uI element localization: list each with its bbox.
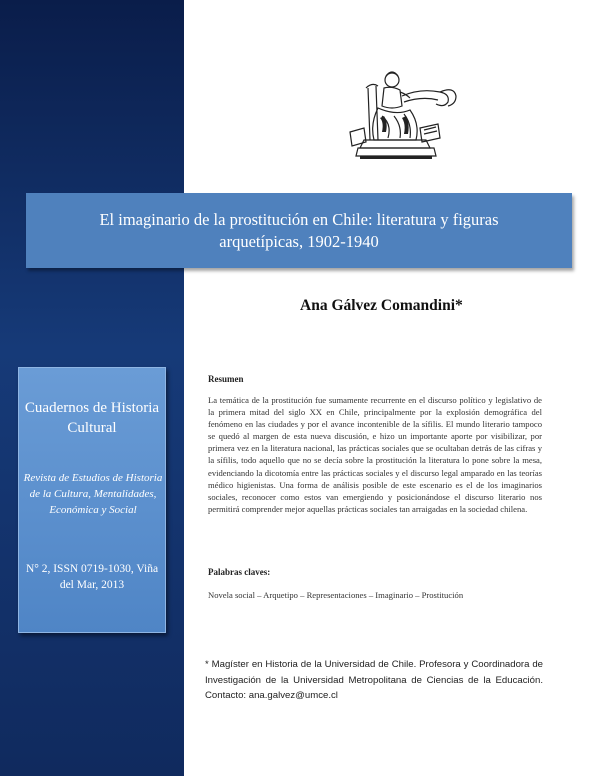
journal-issue: N° 2, ISSN 0719-1030, Viña del Mar, 2013 bbox=[25, 563, 159, 591]
keywords-text: Novela social – Arquetipo – Representaciones – Imaginario – Prostitución bbox=[208, 590, 464, 600]
abstract-heading: Resumen bbox=[208, 374, 244, 384]
journal-info-box bbox=[18, 367, 166, 633]
journal-name: Cuadernos de Historia Cultural bbox=[24, 400, 160, 436]
journal-description: Revista de Estudios de Historia de la Cultura, Mentalidades, Económica y Social bbox=[23, 472, 163, 516]
article-title: El imaginario de la prostitución en Chile: literatura y figuras arquetípicas, 1902-1940 bbox=[99, 209, 499, 251]
author-footnote: * Magíster en Historia de la Universidad de Chile. Profesora y Coordinadora de Investigación de la Universidad Metropolitana de Ciencias de la Educación. Contacto: ana.galvez@umce.cl bbox=[205, 659, 543, 702]
title-banner bbox=[26, 193, 572, 268]
keywords-heading: Palabras claves: bbox=[208, 567, 271, 577]
seated-figure-emblem-icon bbox=[340, 58, 460, 166]
article-author: Ana Gálvez Comandini* bbox=[300, 297, 463, 314]
abstract-text: La temática de la prostitución fue sumamente recurrente en el discurso político y legislativo de la primera mitad del siglo XX en Chile, principalmente por la explosión demográfica del fenómeno en las ciudades y por el avance incontenible de la sífilis. El mundo literario tampoco se quedó al margen de esta nueva discusión, e hizo un importante aporte por visibilizar, por primera vez en la literatura nacional, las prácticas sociales que se ocultaban detrás de las cifras y la sífilis, todo aquello que no se decía sobre la prostitución la literatura lo pone sobre la mesa, evidenciando la dicotomía entre las prácticas sociales y el discurso legal amparado en las teorías médico higienistas. Una forma de análisis posible de este escenario es el de los imaginarios sociales, reconocer como estos van emergiendo y posicionándose el discurso literario nos permitirá comprender mejor aquellas prácticas sociales tan arraigadas en la sociedad chilena. bbox=[208, 395, 542, 514]
